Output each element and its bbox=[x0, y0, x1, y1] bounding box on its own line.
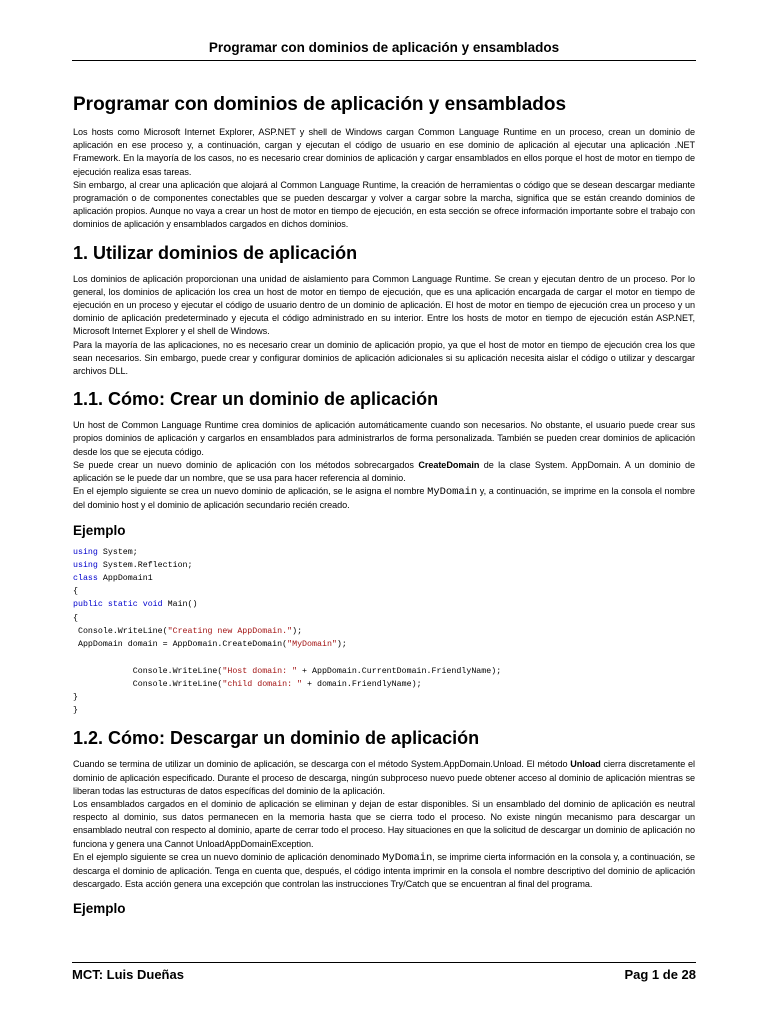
running-footer bbox=[72, 962, 696, 982]
section-heading-1-1: 1.1. Cómo: Crear un dominio de aplicación bbox=[73, 389, 439, 410]
section-1-1-paragraph-3: En el ejemplo siguiente se crea un nuevo dominio de aplicación, se le asigna el nombre MyDomain y, a continuación, se imprime en la consola el nombre del dominio host y el dominio de aplicación secundario recién creado. bbox=[73, 486, 696, 511]
example-heading: Ejemplo bbox=[73, 522, 126, 538]
section-1-paragraph-2: Para la mayoría de las aplicaciones, no es necesario crear un dominio de aplicación propio, ya que el host de motor en tiempo de ejecución crea los que sean necesarios. Sin embargo, puede crear y configurar dominios de aplicación adicionales si su aplicación necesita aislar el código o utilizar y descargar archivos DLL. bbox=[73, 339, 695, 377]
inline-code: MyDomain bbox=[427, 486, 478, 499]
section-1-2-paragraph-2: Los ensamblados cargados en el dominio de aplicación se eliminan y dejan de estar disponibles. Si un ensamblado del dominio de aplicación es neutral respecto al dominio, sus datos permanecen en la memoria hasta que se cierra todo el proceso. No existe ningún mecanismo para descargar un ensamblado neutral con respecto al dominio, aparte de cerrar todo el proceso. Hay situaciones en que la solicitud de descargar un dominio de aplicación no funciona y genera una Cannot UnloadAppDomainException. bbox=[73, 798, 695, 849]
section-1-2-paragraph-3: En el ejemplo siguiente se crea un nuevo dominio de aplicación denominado MyDomain, se imprime cierta información en la consola y, a continuación, se descarga el dominio de aplicación. Tenga en cuenta que, después, el código intenta imprimir en la consola el nombre descriptivo del dominio de aplicación descargado. Esta acción genera una excepción que controlan las instrucciones Try/Catch que se encuentran al final del programa. bbox=[73, 851, 696, 890]
section-1-1-paragraph-1: Un host de Common Language Runtime crea dominios de aplicación automáticamente cuando son necesarios. No obstante, el usuario puede crear sus propios dominios de aplicación y cargarlos en ensamblados para administrarlos de forma personalizada. También se pueden crear dominios de aplicación desde los que se ejecuta código. bbox=[73, 420, 695, 457]
section-1-paragraph-1: Los dominios de aplicación proporcionan una unidad de aislamiento para Common Language Runtime. Se crean y ejecutan dentro de un proceso. Por lo general, los dominios de aplicación los crea un host de motor en tiempo de ejecución, que es una aplicación encargada de cargar el motor en tiempo de ejecución en un proceso y ejecutar el código de usuario dentro de un dominio de aplicación. El host de motor en tiempo de ejecución crea un proceso y un dominio de aplicación predeterminado y ejecuta el código administrado en su interior. Entre los hosts de motor en tiempo de ejecución están ASP.NET, Microsoft Internet Explorer y el shell de Windows. bbox=[73, 273, 695, 337]
intro-paragraph-2: Sin embargo, al crear una aplicación que alojará al Common Language Runtime, la creación de herramientas o código que se desean descargar mediante programación o de componentes conectables que se pueden descargar y volver a cargar sobre la marcha, significa que se están creando dominios de aplicación propios. Aunque no vaya a crear un host de motor en tiempo de ejecución, en esta sección se ofrece información importante sobre el trabajo con dominios de aplicación y ensamblados cargados en dichos dominios. bbox=[73, 179, 695, 230]
section-heading-1-2: 1.2. Cómo: Descargar un dominio de aplicación bbox=[73, 728, 480, 749]
example-heading: Ejemplo bbox=[73, 901, 126, 917]
section-1-2-paragraph-1: Cuando se termina de utilizar un dominio de aplicación, se descarga con el método System.AppDomain.Unload. El método Unload cierra discretamente el dominio de aplicación especificado. Durante el proceso de descarga, ningún subproceso nuevo puede obtener acceso al dominio de aplicación mientras se liberan todas las estructuras de datos específicas del dominio de la aplicación. bbox=[73, 759, 696, 796]
intro-paragraph-1: Los hosts como Microsoft Internet Explorer, ASP.NET y shell de Windows cargan Common Language Runtime en un proceso, crean un dominio de aplicación en ese proceso y, a continuación, cargan y ejecutan el código de usuario en ese dominio de aplicación al ejecutar una aplicación .NET Framework. En la mayoría de los casos, no es necesario crear dominios de aplicación y cargar ensamblados en ellos porque el host de motor en tiempo de ejecución realiza esas tareas. bbox=[73, 127, 695, 177]
method-name: CreateDomain bbox=[418, 459, 480, 470]
method-name: Unload bbox=[570, 759, 601, 770]
section-heading-1: 1. Utilizar dominios de aplicación bbox=[73, 242, 358, 263]
footer-author: MCT: Luis Dueñas bbox=[72, 967, 184, 982]
document-title: Programar con dominios de aplicación y ensamblados bbox=[73, 94, 567, 115]
page-content bbox=[73, 94, 695, 924]
section-1-1-paragraph-2: Se puede crear un nuevo dominio de aplicación con los métodos sobrecargados CreateDomain de la clase System. AppDomain. A un dominio de aplicación se le puede dar un nombre, que se usa para hacer referencia al dominio. bbox=[73, 459, 695, 484]
page-number: Pag 1 de 28 bbox=[624, 967, 696, 982]
code-sample: using System; using System.Reflection; class AppDomain1 { public static void Main() { Console.WriteLine("Creating new AppDomain."); AppDomain domain = AppDomain.CreateDomain("MyDomain"); Console.WriteLine("Host domain: " + AppDomain.CurrentDomain.FriendlyName); Console.WriteLine("child domain: " + domain.FriendlyName); } } bbox=[73, 547, 502, 716]
inline-code: MyDomain bbox=[382, 851, 433, 864]
running-header: Programar con dominios de aplicación y ensamblados bbox=[72, 40, 696, 61]
